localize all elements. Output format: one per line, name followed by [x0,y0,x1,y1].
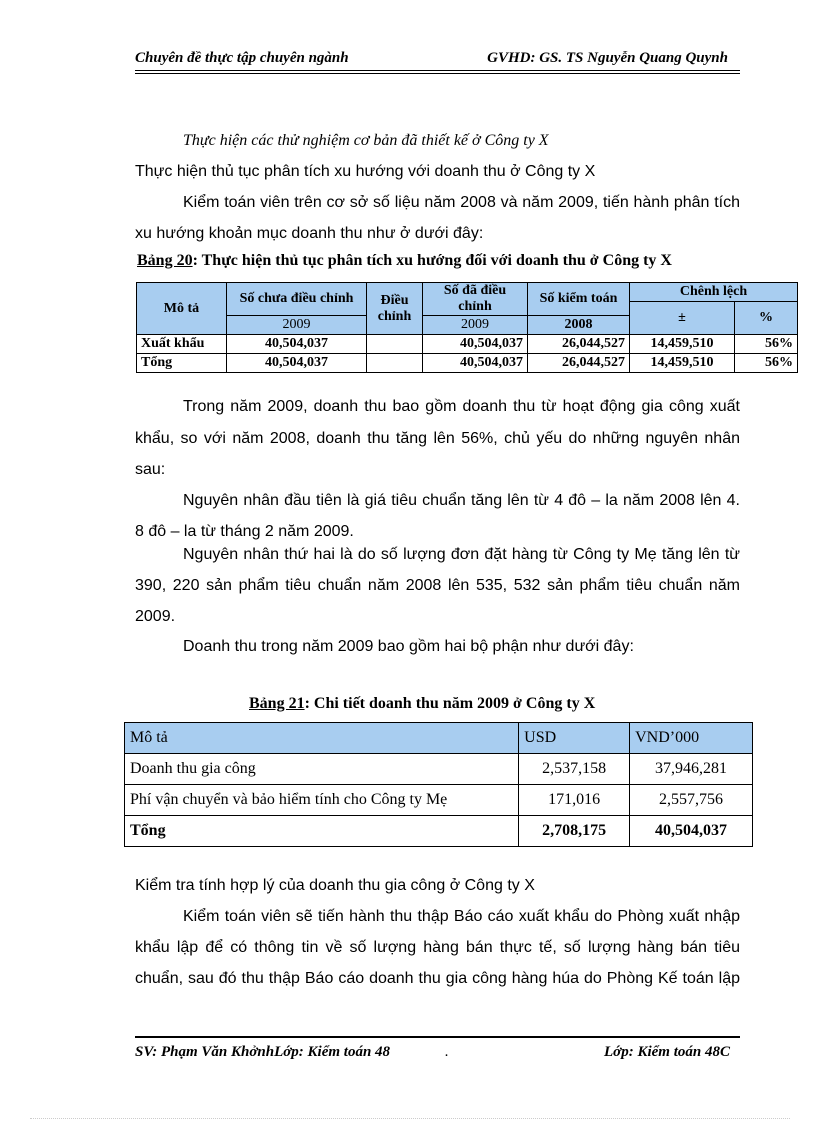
paragraph: Kiểm toán viên trên cơ sở số liệu năm 2008 và năm 2009, tiến hành phân tích [183,194,740,211]
cell: 26,044,527 [528,354,630,373]
paragraph: xu hướng khoản mục doanh thu như ở dưới đây: [135,225,484,242]
year-2009-a: 2009 [227,316,367,335]
year-2008: 2008 [528,316,630,335]
cell [367,335,423,354]
footer-right: Lớp: Kiểm toán 48C [604,1044,730,1060]
trend-analysis-table [136,282,798,373]
row-label: Tổng [137,354,227,373]
header-rule-2 [135,73,740,74]
col-header-chua-dieu-chinh: Số chưa điều chỉnh [227,283,367,316]
col-header-mo-ta: Mô tả [137,283,227,335]
cell: 2,537,158 [519,754,630,785]
row-label: Phí vận chuyển và bảo hiểm tính cho Công ty Mẹ [125,785,519,816]
header-right: GVHD: GS. TS Nguyễn Quang Quynh [487,50,728,66]
revenue-detail-table [124,722,753,847]
paragraph: Nguyên nhân đầu tiên là giá tiêu chuẩn tăng lên từ 4 đô – la năm 2008 lên 4. [183,492,740,509]
table21-caption-text: : Chi tiết doanh thu năm 2009 ở Công ty X [304,695,596,712]
table-row [125,754,753,785]
cell: 56% [735,354,798,373]
cell: 40,504,037 [423,335,528,354]
cell: 2,708,175 [519,816,630,847]
col-header-usd: USD [519,723,630,754]
cell [367,354,423,373]
paragraph: Doanh thu trong năm 2009 bao gồm hai bộ phận như dưới đây: [183,638,634,655]
cell: 40,504,037 [227,354,367,373]
footer-rule [135,1036,740,1038]
col-header-da-dieu-chinh: Số đã điều chỉnh [423,283,528,316]
footer-left: SV: Phạm Văn KhởnhLớp: Kiểm toán 48 [135,1044,391,1060]
paragraph: khẩu lập để có thông tin về số lượng hàng bán thực tế, số lượng hàng bán tiêu [135,939,740,956]
row-label: Doanh thu gia công [125,754,519,785]
cell: 56% [735,335,798,354]
col-header-kiem-toan: Số kiểm toán [528,283,630,316]
paragraph: Kiểm tra tính hợp lý của doanh thu gia công ở Công ty X [135,877,535,894]
cell: 40,504,037 [630,816,753,847]
paragraph: 390, 220 sản phẩm tiêu chuẩn năm 2008 lên 535, 532 sản phẩm tiêu chuẩn năm [135,577,740,594]
paragraph: 8 đô – la từ tháng 2 năm 2009. [135,523,354,540]
paragraph: Thực hiện thủ tục phân tích xu hướng với doanh thu ở Công ty X [135,163,596,180]
cell: 40,504,037 [423,354,528,373]
row-label: Xuất khẩu [137,335,227,354]
col-header-vnd: VND’000 [630,723,753,754]
col-header-plus-minus: ± [630,302,735,335]
table20-caption [137,252,672,270]
cell: 2,557,756 [630,785,753,816]
footer-mid: . [445,1044,449,1060]
table-row [137,354,798,373]
header-left: Chuyên đề thực tập chuyên ngành [135,50,349,66]
cell: 26,044,527 [528,335,630,354]
paragraph: 2009. [135,608,176,625]
col-header-dieu-chinh: Điều chỉnh [367,283,423,335]
cell: 37,946,281 [630,754,753,785]
year-2009-b: 2009 [423,316,528,335]
table-row [125,785,753,816]
paragraph: chuẩn, sau đó thu thập Báo cáo doanh thu gia công hàng húa do Phòng Kế toán lập [135,970,740,987]
header-rule [135,70,740,71]
table20-caption-text: : Thực hiện thủ tục phân tích xu hướng đối với doanh thu ở Công ty X [192,252,672,269]
row-label: Tổng [125,816,519,847]
cell: 14,459,510 [630,354,735,373]
paragraph: sau: [135,461,166,478]
paragraph: Trong năm 2009, doanh thu bao gồm doanh thu từ hoạt động gia công xuất [183,398,740,415]
table-row [125,816,753,847]
paragraph: Thực hiện các thử nghiệm cơ bản đã thiết kế ở Công ty X [183,132,549,149]
col-header-percent: % [735,302,798,335]
cell: 171,016 [519,785,630,816]
table21-caption-label: Bảng 21 [249,695,305,712]
table20-caption-label: Bảng 20 [137,252,193,269]
cell: 14,459,510 [630,335,735,354]
table-row [137,335,798,354]
cell: 40,504,037 [227,335,367,354]
table21-caption [249,695,595,713]
paragraph: Kiểm toán viên sẽ tiến hành thu thập Báo cáo xuất khẩu do Phòng xuất nhập [183,908,740,925]
col-header-chenh-lech: Chênh lệch [630,283,798,302]
paragraph: khẩu, so với năm 2008, doanh thu tăng lên 56%, chủ yếu do những nguyên nhân [135,430,740,447]
page-bottom-dotted-line [30,1118,790,1119]
paragraph: Nguyên nhân thứ hai là do số lượng đơn đặt hàng từ Công ty Mẹ tăng lên từ [183,546,740,563]
col-header-mo-ta: Mô tả [125,723,519,754]
